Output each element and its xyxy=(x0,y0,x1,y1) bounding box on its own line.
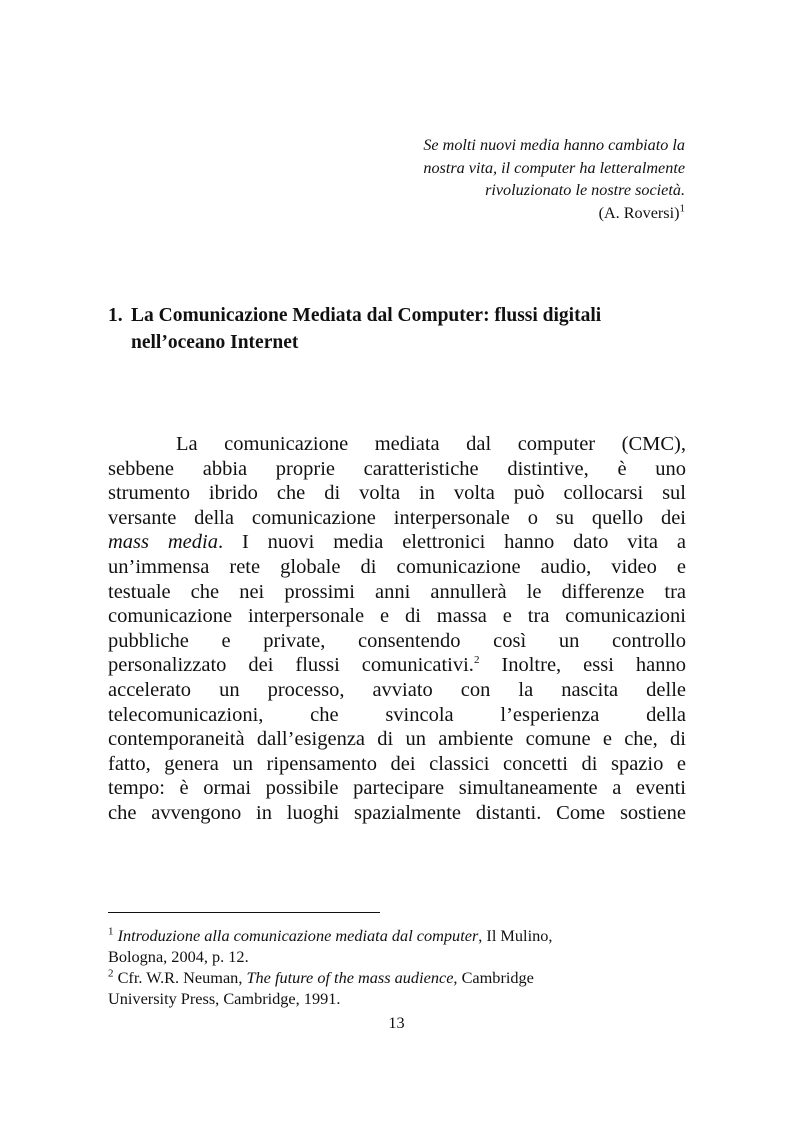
footnote-2 xyxy=(108,967,698,1009)
italic-term: mass media xyxy=(108,531,218,554)
paragraph-line: versante della comunicazione interpersonale o su quello dei xyxy=(108,506,686,529)
footnote-divider xyxy=(108,912,380,913)
footnote-ref-2[interactable]: 2 xyxy=(473,654,480,667)
paragraph-line xyxy=(108,530,686,555)
section-heading xyxy=(108,302,693,356)
footnote-number: 2 xyxy=(108,967,114,980)
footnote-title: The future of the mass audience xyxy=(246,968,454,987)
paragraph-line: pubbliche e private, consentendo così un controllo xyxy=(108,629,686,652)
epigraph-quote xyxy=(355,134,685,224)
footnote-1 xyxy=(108,925,698,967)
epigraph-line: rivoluzionato le nostre società. xyxy=(485,181,685,199)
paragraph-line: accelerato un processo, avviato con la nascita delle xyxy=(108,678,686,701)
paragraph-line: comunicazione interpersonale e di massa e tra comunicazioni xyxy=(108,605,686,628)
section-title-line: La Comunicazione Mediata dal Computer: flussi digitali xyxy=(131,305,602,326)
paragraph-line: testuale che nei prossimi anni annullerà le differenze tra xyxy=(108,580,686,603)
paragraph-line xyxy=(108,653,686,678)
paragraph-line: strumento ibrido che di volta in volta può collocarsi sul xyxy=(108,482,686,505)
paragraph-text: . I nuovi media elettronici hanno dato vita a xyxy=(217,531,686,554)
section-title-line: nell’oceano Internet xyxy=(131,332,299,353)
paragraph-line: contemporaneità dall’esigenza di un ambiente comune e che, di xyxy=(108,728,686,751)
footnote-line: Bologna, 2004, p. 12. xyxy=(108,947,249,966)
footnote-text: , Il Mulino, xyxy=(478,926,553,945)
paragraph-line: un’immensa rete globale di comunicazione audio, video e xyxy=(108,555,686,578)
section-number: 1. xyxy=(108,305,123,326)
footnote-line xyxy=(108,925,698,946)
epigraph-author xyxy=(355,202,685,225)
paragraph-text: Inoltre, essi hanno xyxy=(479,654,686,677)
footnote-title: Introduzione alla comunicazione mediata dal computer xyxy=(117,926,479,945)
footnote-line xyxy=(108,967,698,988)
footnote-line: University Press, Cambridge, 1991. xyxy=(108,989,341,1008)
footnote-text: , Cambridge xyxy=(453,968,534,987)
footnote-number: 1 xyxy=(108,925,114,938)
paragraph-line: che avvengono in luoghi spazialmente distanti. Come sostiene xyxy=(108,801,686,824)
epigraph-author-name: (A. Roversi) xyxy=(598,203,680,222)
paragraph-line: sebbene abbia proprie caratteristiche distintive, è uno xyxy=(108,457,686,480)
footnote-text: Cfr. W.R. Neuman, xyxy=(113,968,247,987)
paragraph-text: personalizzato dei flussi comunicativi. xyxy=(108,654,474,677)
paragraph-line: tempo: è ormai possibile partecipare simultaneamente a eventi xyxy=(108,777,686,800)
page-number: 13 xyxy=(388,1013,405,1032)
epigraph-line: nostra vita, il computer ha letteralmente xyxy=(423,158,685,177)
body-paragraph xyxy=(108,432,686,826)
paragraph-line: La comunicazione mediata dal computer (CMC), xyxy=(176,433,686,455)
paragraph-line: fatto, genera un ripensamento dei classici concetti di spazio e xyxy=(108,752,686,775)
paragraph-line: telecomunicazioni, che svincola l’esperienza della xyxy=(108,703,686,726)
footnote-ref-1[interactable]: 1 xyxy=(679,202,685,215)
epigraph-line: Se molti nuovi media hanno cambiato la xyxy=(423,136,685,154)
